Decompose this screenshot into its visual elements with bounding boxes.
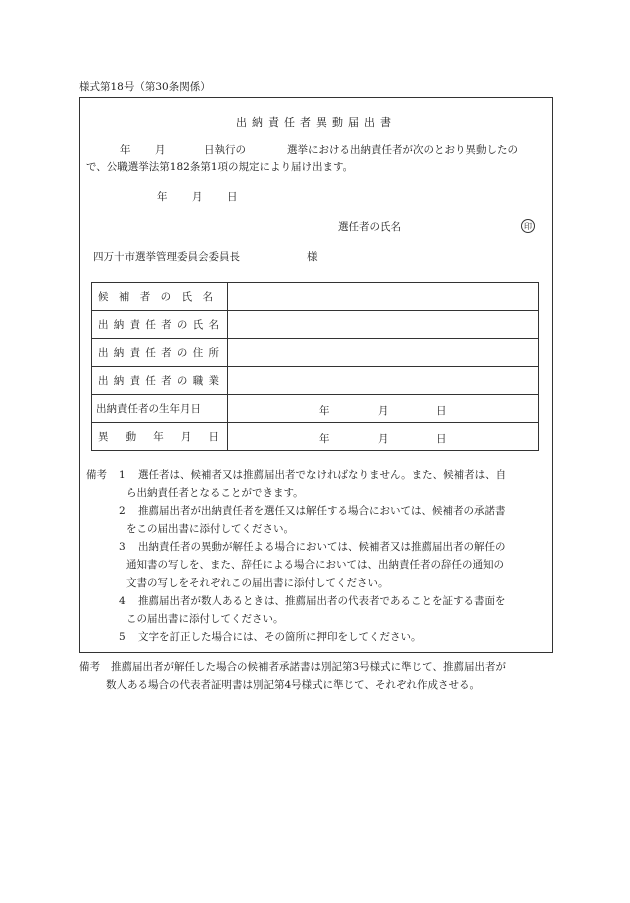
- label-char: 日: [208, 431, 219, 443]
- date-nen: 年: [157, 191, 168, 203]
- note-line: 文書の写しをそれぞれこの届出書に添付してください。: [126, 577, 389, 589]
- form-title: 出納責任者異動届出書: [236, 116, 396, 129]
- label-char: の: [160, 291, 172, 303]
- change-date-field[interactable]: [228, 423, 539, 451]
- label-char: 名: [202, 291, 213, 303]
- label-char: 補: [118, 291, 130, 303]
- label-char: 納: [113, 319, 125, 331]
- table-row: [92, 395, 539, 423]
- label-char: 氏: [192, 319, 204, 331]
- notes-heading: 備考: [86, 469, 107, 481]
- footer-note-line: 数人ある場合の代表者証明書は別記第4号様式に準じて、それぞれ作成させる。: [106, 679, 480, 691]
- label-char: の: [176, 319, 188, 331]
- row-label-treasurer-occupation: [92, 367, 228, 395]
- treasurer-birthdate-field[interactable]: [228, 395, 539, 423]
- row-label-treasurer-birthdate: [92, 395, 228, 423]
- table-row: [92, 283, 539, 311]
- label-char: 所: [208, 347, 219, 359]
- note-line: 出納責任者の異動が解任よる場合においては、候補者又は推薦届出者の解任の: [138, 541, 506, 553]
- date-nen-label: 年: [319, 433, 330, 445]
- note-line: 推薦届出者が出納責任者を選任又は解任する場合においては、候補者の承諾書: [138, 505, 506, 517]
- date-nichi-label: 日: [436, 405, 447, 417]
- label-char: 責: [129, 375, 141, 387]
- intro-nen: 年: [120, 144, 131, 156]
- label-char: 者: [139, 291, 151, 303]
- note-number: 2: [119, 505, 126, 517]
- date-gatsu-label: 月: [378, 433, 389, 445]
- intro-gatsu: 月: [155, 144, 166, 156]
- intro-line1-rest: 選挙における出納責任者が次のとおり異動したの: [287, 144, 518, 156]
- label-char: 年: [153, 431, 164, 443]
- label-char: 名: [208, 319, 219, 331]
- table-row: [92, 423, 539, 451]
- label-char: 出: [98, 319, 109, 331]
- candidate-name-field[interactable]: [228, 283, 539, 311]
- note-number: 1: [119, 469, 126, 481]
- footer-note-heading: 備考: [79, 661, 100, 673]
- date-gatsu-label: 月: [378, 405, 389, 417]
- label-char: 異: [98, 431, 109, 443]
- note-line: 選任者は、候補者又は推薦届出者でなければなりません。また、候補者は、自: [138, 469, 507, 481]
- label-char: 者: [161, 375, 172, 387]
- date-gatsu: 月: [192, 191, 203, 203]
- note-line: ら出納責任者となることができます。: [126, 487, 304, 499]
- label-char: 者: [161, 347, 172, 359]
- seal-mark: 印: [521, 219, 535, 233]
- note-number: 3: [119, 541, 126, 553]
- date-nen-label: 年: [319, 405, 330, 417]
- row-label-treasurer-name: [92, 311, 228, 339]
- intro-nichi: 日執行の: [204, 144, 246, 156]
- label-char: 業: [208, 375, 219, 387]
- label-text: 出納責任者の生年月日: [96, 403, 201, 415]
- label-char: 住: [192, 347, 204, 359]
- note-line: 通知書の写しを、また、辞任による場合においては、出納責任者の辞任の通知の: [126, 559, 504, 571]
- label-char: 氏: [181, 291, 193, 303]
- treasurer-name-field[interactable]: [228, 311, 539, 339]
- table-row: [92, 311, 539, 339]
- treasurer-address-field[interactable]: [228, 339, 539, 367]
- addressee: 四万十市選挙管理委員会委員長: [93, 251, 240, 263]
- table-row: [92, 367, 539, 395]
- intro-line2: で、公職選挙法第182条第1項の規定により届け出ます。: [86, 161, 354, 173]
- note-line: 文字を訂正した場合には、その箇所に押印をしてください。: [138, 631, 422, 643]
- footer-note-line: 推薦届出者が解任した場合の候補者承諾書は別記第3号様式に準じて、推薦届出者が: [111, 661, 506, 673]
- label-char: 候: [98, 291, 109, 303]
- form-number: 様式第18号（第30条関係）: [79, 81, 211, 93]
- row-label-candidate-name: [92, 283, 228, 311]
- note-line: をこの届出書に添付してください。: [126, 523, 294, 535]
- label-char: 責: [129, 319, 141, 331]
- label-char: 任: [145, 347, 156, 359]
- note-line: この届出書に添付してください。: [126, 613, 284, 625]
- label-char: 納: [113, 375, 125, 387]
- label-char: 者: [161, 319, 172, 331]
- date-nichi-label: 日: [436, 433, 447, 445]
- note-number: 5: [119, 631, 126, 643]
- label-char: 出: [98, 375, 109, 387]
- label-char: 責: [129, 347, 141, 359]
- label-char: 任: [145, 375, 156, 387]
- label-char: 納: [113, 347, 125, 359]
- label-char: 職: [192, 375, 204, 387]
- label-char: の: [176, 347, 188, 359]
- note-line: 推薦届出者が数人あるときは、推薦届出者の代表者であることを証する書面を: [138, 595, 506, 607]
- label-char: 動: [125, 431, 137, 443]
- row-label-change-date: [92, 423, 228, 451]
- note-number: 4: [119, 595, 126, 607]
- label-char: の: [176, 375, 188, 387]
- label-char: 月: [180, 431, 192, 443]
- signer-label: 選任者の氏名: [338, 221, 401, 233]
- treasurer-occupation-field[interactable]: [228, 367, 539, 395]
- info-table: [91, 282, 539, 451]
- label-char: 出: [98, 347, 109, 359]
- date-nichi: 日: [227, 191, 238, 203]
- label-char: 任: [145, 319, 156, 331]
- table-row: [92, 339, 539, 367]
- honorific: 様: [307, 251, 318, 263]
- row-label-treasurer-address: [92, 339, 228, 367]
